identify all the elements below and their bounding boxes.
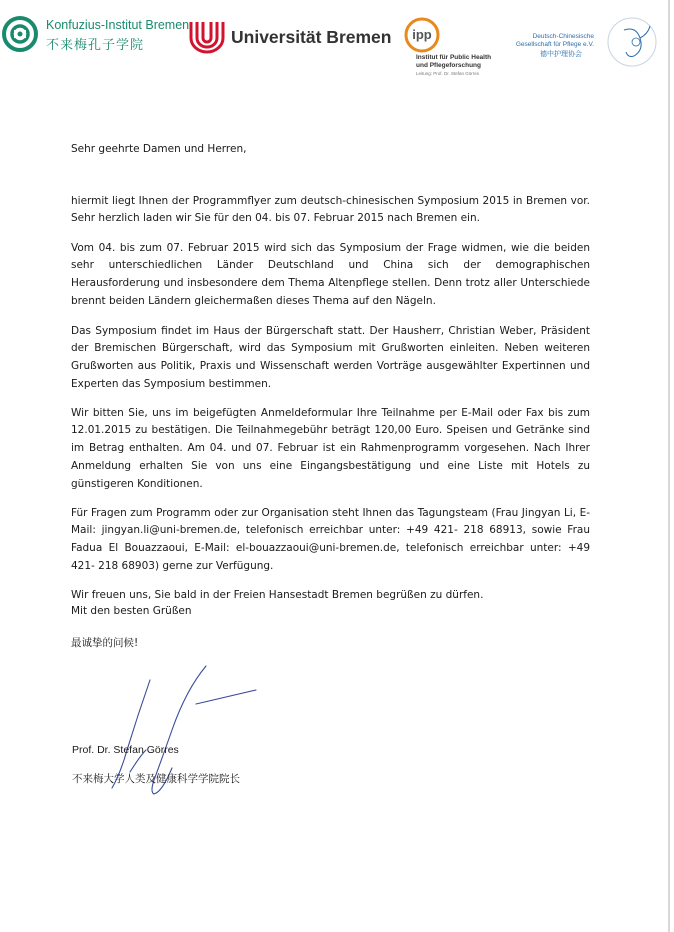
dcg-line-1: Deutsch-Chinesische [532, 33, 594, 40]
signer-title-chinese: 不来梅大学人类及健康科学学院院长 [72, 773, 240, 785]
ipp-line-2: und Pflegeforschung [416, 61, 481, 69]
salutation: Sehr geehrte Damen und Herren, [71, 143, 247, 155]
closing: Mit den besten Grüßen [71, 605, 192, 617]
konfuzius-institut-logo-icon [2, 16, 38, 52]
page-edge-divider [668, 0, 670, 932]
dcg-chinese-name: 德中护理协会 [540, 50, 582, 58]
dcg-line-2: Gesellschaft für Pflege e.V. [515, 41, 594, 48]
ipp-institute-name [416, 54, 491, 69]
dcg-name [500, 33, 594, 49]
ipp-logo-icon [404, 17, 440, 53]
paragraph-1: hiermit liegt Ihnen der Programmflyer zum deutsch-chinesischen Symposium 2015 in Bremen vor. Sehr herzlich laden wir Sie für den 04. bis 07. Februar 2015 nach Bremen ein. [71, 194, 590, 225]
paragraph-2: Vom 04. bis zum 07. Februar 2015 wird sich das Symposium der Frage widmen, wie die beiden sehr unterschiedlichen Länder Deutschland und China sich der demographischen Herausforderung und insbesondere dem Thema Altenpflege stellen. Denn trotz aller Unterschiede brennt beiden Ländern gleichermaßen dieses Thema auf den Nägeln. [71, 241, 590, 307]
letterhead [0, 0, 674, 90]
closing-chinese: 最诚挚的问候! [71, 637, 139, 649]
paragraph-4: Wir bitten Sie, uns im beigefügten Anmeldeformular Ihre Teilnahme per E-Mail oder Fax bis zum 12.01.2015 zu bestätigen. Die Teilnahmegebühr beträgt 120,00 Euro. Speisen und Getränke sind im Betrag enthalten. Am 04. und 07. Februar ist ein Rahmenprogramm vorgesehen. Nach Ihrer Anmeldung erhalten Sie von uns eine Eingangsbestätigung und eine Liste mit Hotels zu günstigeren Konditionen. [71, 406, 590, 490]
dcg-crane-logo-icon [606, 16, 658, 68]
ipp-line-1: Institut für Public Health [416, 54, 492, 61]
paragraph-6: Wir freuen uns, Sie bald in der Freien Hansestadt Bremen begrüßen zu dürfen. [71, 588, 484, 601]
konfuzius-institut-name: Konfuzius-Institut Bremen [46, 18, 190, 32]
signer-name: Prof. Dr. Stefan Görres [72, 744, 179, 756]
paragraph-3: Das Symposium findet im Haus der Bürgerschaft statt. Der Hausherr, Christian Weber, Präsident der Bremischen Bürgerschaft, wird das Symposium mit Grußworten einleiten. Neben weiteren Grußworten aus Politik, Praxis und Wissenschaft werden Vorträge ausgewählter Expertinnen und Experten das Symposium bestimmen. [71, 324, 590, 390]
universitaet-bremen-name: Universität Bremen [231, 27, 392, 47]
universitaet-bremen-logo-icon [188, 20, 226, 54]
ipp-subtitle: Leitung: Prof. Dr. Stefan Görres [416, 71, 480, 76]
paragraph-5: Für Fragen zum Programm oder zur Organisation steht Ihnen das Tagungsteam (Frau Jingyan Li, E-Mail: jingyan.li@uni-bremen.de, telefonisch erreichbar unter: +49 421- 218 68913, sowie Frau Fadua El Bouazzaoui, E-Mail: el-bouazzaoui@uni-bremen.de, telefonisch erreichbar unter: +49 421- 218 68903) gerne zur Verfügung. [71, 506, 590, 572]
konfuzius-institut-chinese-name: 不来梅孔子学院 [46, 38, 145, 53]
ipp-logo-text: ipp [412, 27, 432, 42]
